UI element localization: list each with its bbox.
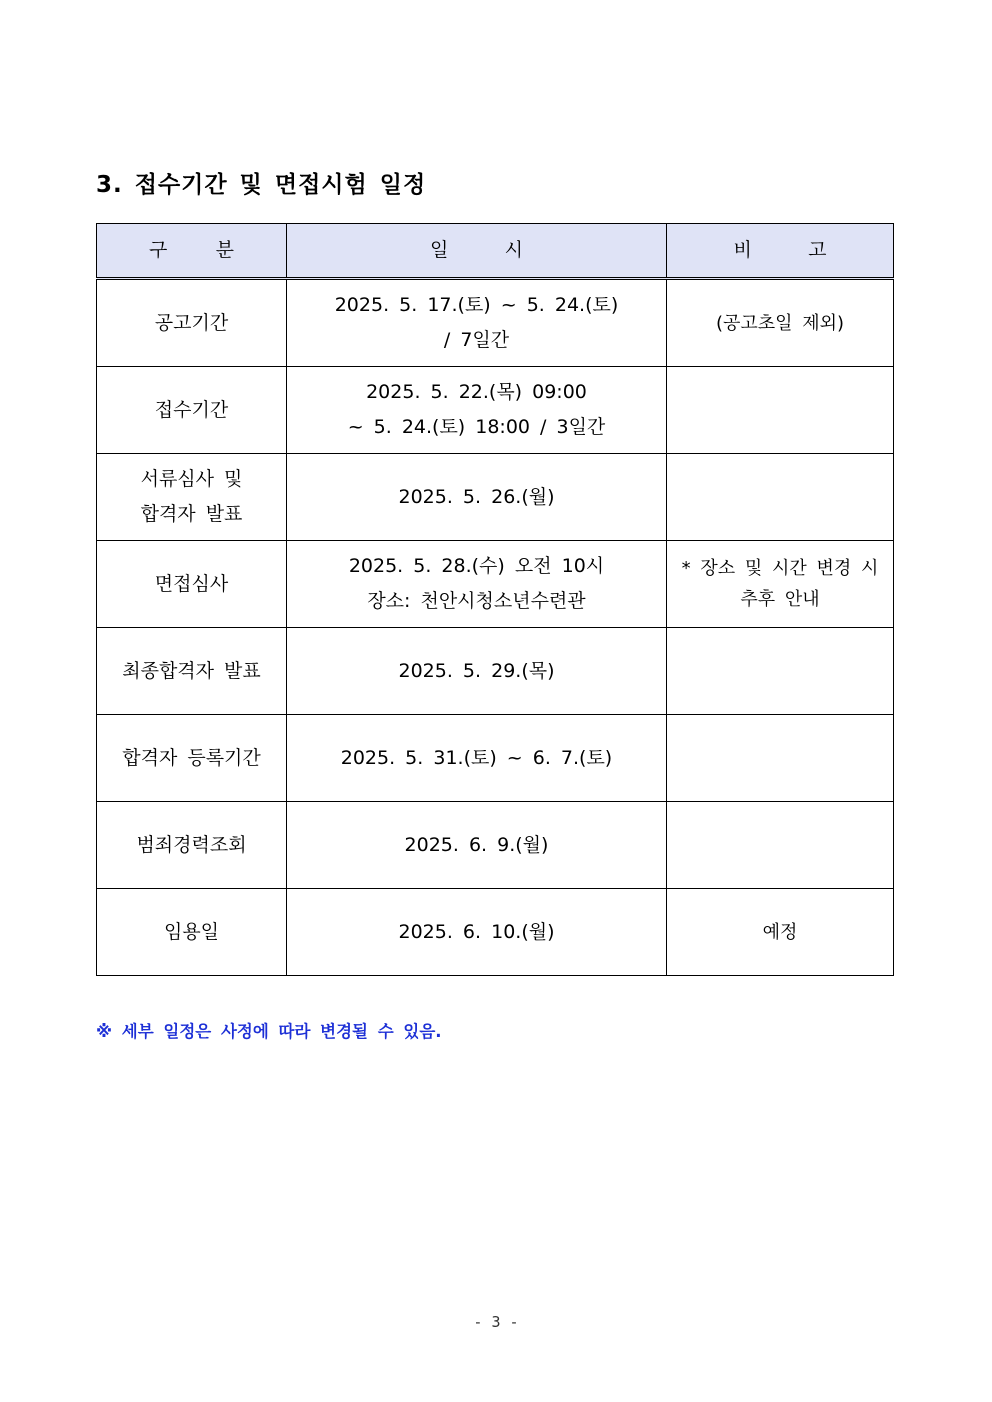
row-datetime: 2025. 5. 29.(목) bbox=[287, 628, 667, 715]
row-datetime: 2025. 5. 31.(토) ~ 6. 7.(토) bbox=[287, 715, 667, 802]
section-title: 3. 접수기간 및 면접시험 일정 bbox=[96, 172, 427, 198]
row-label: 임용일 bbox=[97, 889, 287, 976]
table-row bbox=[97, 279, 894, 367]
page-number: - 3 - bbox=[473, 1313, 519, 1331]
row-datetime: 2025. 6. 10.(월) bbox=[287, 889, 667, 976]
table-row bbox=[97, 541, 894, 628]
row-remark bbox=[667, 454, 894, 541]
header-datetime: 일 시 bbox=[287, 224, 667, 279]
row-label: 서류심사 및 합격자 발표 bbox=[97, 454, 287, 541]
table-row bbox=[97, 628, 894, 715]
table-header-row bbox=[97, 224, 894, 279]
schedule-change-note: ※ 세부 일정은 사정에 따라 변경될 수 있음. bbox=[96, 1022, 442, 1041]
row-label: 공고기간 bbox=[97, 279, 287, 367]
row-remark bbox=[667, 802, 894, 889]
table-row bbox=[97, 454, 894, 541]
header-remarks: 비 고 bbox=[667, 224, 894, 279]
row-datetime: 2025. 5. 28.(수) 오전 10시 장소: 천안시청소년수련관 bbox=[287, 541, 667, 628]
row-datetime: 2025. 5. 17.(토) ~ 5. 24.(토) / 7일간 bbox=[287, 279, 667, 367]
row-remark bbox=[667, 628, 894, 715]
row-remark: * 장소 및 시간 변경 시 추후 안내 bbox=[667, 541, 894, 628]
row-datetime: 2025. 5. 26.(월) bbox=[287, 454, 667, 541]
row-remark bbox=[667, 715, 894, 802]
row-datetime: 2025. 6. 9.(월) bbox=[287, 802, 667, 889]
table-row bbox=[97, 802, 894, 889]
row-label: 범죄경력조회 bbox=[97, 802, 287, 889]
row-label: 면접심사 bbox=[97, 541, 287, 628]
schedule-table bbox=[96, 223, 894, 976]
row-remark bbox=[667, 367, 894, 454]
row-remark: 예정 bbox=[667, 889, 894, 976]
row-label: 합격자 등록기간 bbox=[97, 715, 287, 802]
table-row bbox=[97, 715, 894, 802]
row-datetime: 2025. 5. 22.(목) 09:00 ~ 5. 24.(토) 18:00 / 3일간 bbox=[287, 367, 667, 454]
table-row bbox=[97, 889, 894, 976]
table-row bbox=[97, 367, 894, 454]
row-label: 접수기간 bbox=[97, 367, 287, 454]
row-remark: (공고초일 제외) bbox=[667, 279, 894, 367]
header-category: 구 분 bbox=[97, 224, 287, 279]
row-label: 최종합격자 발표 bbox=[97, 628, 287, 715]
